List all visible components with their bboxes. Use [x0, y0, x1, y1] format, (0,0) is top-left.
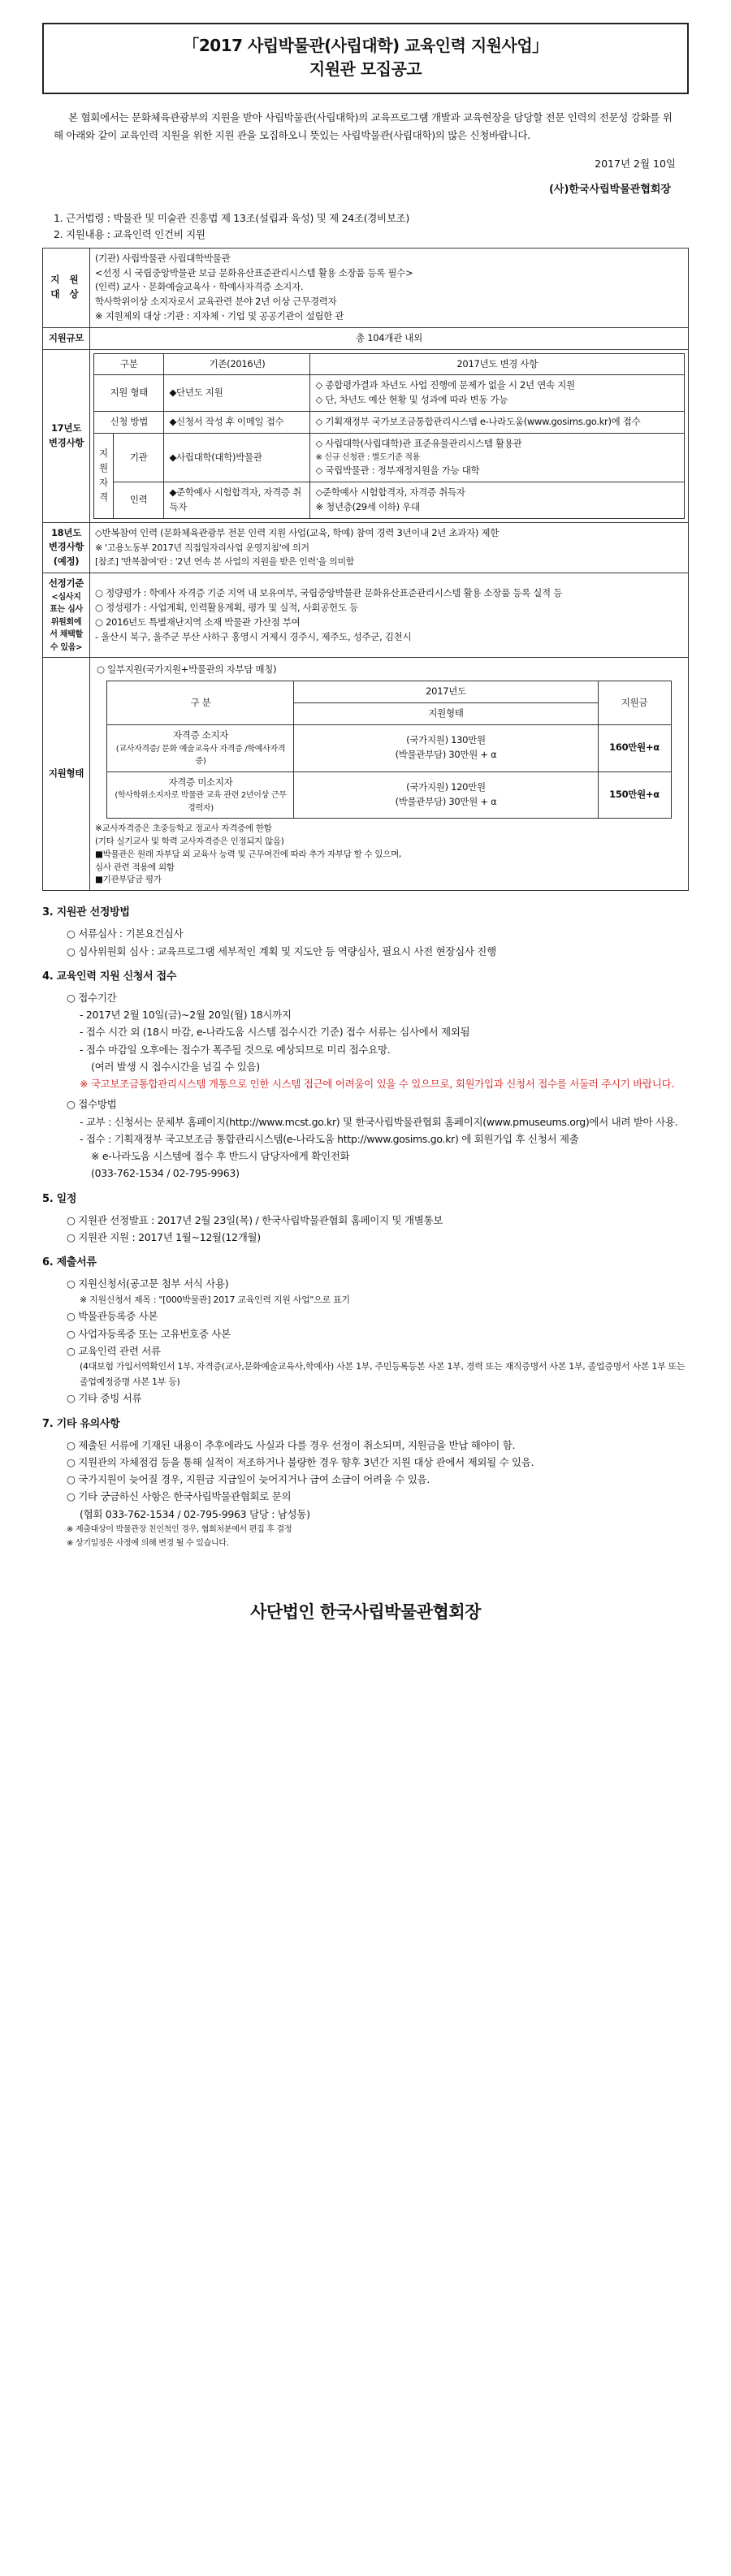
- sf-amt-1-line-1: (박물관부담) 30만원 + α: [395, 796, 497, 808]
- target-line-4: ※ 지원제외 대상 :기관 : 지자체ㆍ기업 및 공공기관이 설립한 관: [95, 310, 344, 322]
- sf-div-0: [107, 724, 294, 772]
- page-title-line-2: 지원관 모집공고: [309, 59, 422, 79]
- section-7-item-1: ○ 지원관의 자체점검 등을 통해 실적이 저조하거나 불량한 경우 향후 3년간 지원 대상 관에서 제외될 수 있음.: [67, 1455, 534, 1468]
- section-3: [42, 904, 689, 960]
- sf-amt-0-line-1: (박물관부담) 30만원 + α: [395, 749, 497, 761]
- section-6-item-4: ○ 교육인력 관련 서류: [67, 1344, 161, 1357]
- changes-new-0: [310, 375, 685, 412]
- section-4-sub1-item-3: (여러 발생 시 접수시간을 넘길 수 있음): [91, 1060, 260, 1073]
- table-row-2018-changes: [43, 522, 689, 573]
- support-form-cell: [90, 658, 689, 891]
- criteria-cell: [90, 573, 689, 658]
- support-form-subtitle: ○ 일부지원(국가지원+박물관의 자부담 매칭): [97, 663, 277, 676]
- issuing-organization: (사)한국사립박물관협회장: [548, 183, 671, 196]
- section-4-sub-1: ○ 접수기간: [67, 991, 117, 1004]
- target-line-1: <선정 시 국립중앙박물관 보급 문화유산표준관리시스템 활용 소장품 등록 필수>: [95, 266, 413, 279]
- target-line-2: (인력) 교사ㆍ문화예술교육사ㆍ학예사자격증 소지자.: [95, 281, 304, 293]
- sf-row-1: [107, 772, 671, 819]
- sf-col-subform: 지원형태: [294, 703, 598, 725]
- support-form-notes: [95, 823, 683, 887]
- changes-new-0-line-1: ◇ 단, 차년도 예산 현황 및 성과에 따라 변동 가능: [315, 394, 508, 406]
- section-4-sub2-item-3: (033-762-1534 / 02-795-9963): [91, 1167, 240, 1180]
- support-detail-table: [42, 248, 689, 891]
- section-5-heading: 5. 일정: [42, 1192, 77, 1205]
- sf-amt-0-line-0: (국가지원) 130만원: [406, 734, 486, 746]
- section-7-heading: 7. 기타 유의사항: [42, 1417, 120, 1430]
- section-5: [42, 1191, 689, 1247]
- changes-cat2-label: 지원 자격: [94, 433, 114, 518]
- changes-row-qual-person: [94, 482, 685, 519]
- target-line-0: (기관) 사립박물관 사립대학박물관: [95, 252, 231, 264]
- section-2-heading: 2. 지원내용 :: [54, 227, 110, 240]
- page-title-line-1: 「2017 사립박물관(사립대학) 교육인력 지원사업」: [183, 36, 548, 55]
- sf-note-2: ■박물관은 원래 자부담 외 교육사 능력 및 근무여건에 따라 추가 자부담 할 수 있으며,: [95, 849, 401, 859]
- section-4: [42, 968, 689, 1182]
- table-row-criteria: [43, 573, 689, 658]
- section-1: [42, 210, 689, 243]
- section-6: [42, 1254, 689, 1407]
- changes-new-3-line-1: ※ 청년층(29세 이하) 우대: [315, 500, 420, 512]
- target-cell: [90, 248, 689, 327]
- sf-total-0: 160만원+α: [598, 724, 671, 772]
- criteria-label: 선정기준: [48, 577, 84, 590]
- section-6-item-3: ○ 사업자등록증 또는 고유번호증 사본: [67, 1327, 231, 1340]
- section-7-item-4: (협회 033-762-1534 / 02-795-9963 담당 : 남성동): [80, 1507, 310, 1520]
- changes-2018-cell: [90, 522, 689, 573]
- section-6-heading: 6. 제출서류: [42, 1256, 97, 1269]
- section-4-sub2-item-0: - 교부 : 신청서는 문체부 홈페이지(http://www.mcst.go.kr) 및 한국사립박물관협회 홈페이지(www.pmuseums.org)에서 내려 받아 사용.: [80, 1115, 678, 1128]
- criteria-item-3: - 울산시 북구, 울주군 부산 사하구 홍영시 거제시 경주시, 제주도, 성주군, 김천시: [95, 630, 412, 642]
- sf-amt-0: [294, 724, 598, 772]
- changes-new-0-line-0: ◇ 종합평가결과 차년도 사업 진행에 문제가 없을 시 2년 연속 지원: [315, 379, 575, 391]
- publish-date: 2017년 2월 10일: [595, 157, 676, 170]
- sf-div-1-line-0: 자격증 미소지자: [168, 776, 233, 788]
- section-6-item-0: ○ 지원신청서(공고문 첨부 서식 사용): [67, 1277, 229, 1290]
- section-5-item-0: ○ 지원관 선정발표 : 2017년 2월 23일(목) / 한국사립박물관협회 홈페이지 및 개별통보: [67, 1213, 443, 1226]
- sf-div-1-line-1: (학사학위소지자로 박물관 교육 관련 2년이상 근무경력자): [115, 791, 287, 813]
- sf-row-0: [107, 724, 671, 772]
- sf-header-row-1: [107, 681, 671, 703]
- section-6-item-2: ○ 박물관등록증 사본: [67, 1310, 158, 1323]
- table-row-support-form: [43, 658, 689, 891]
- section-2-text: 교육인력 인건비 지원: [113, 227, 205, 240]
- changes-cat-2: 기관: [113, 433, 164, 482]
- section-7: [42, 1416, 689, 1550]
- table-row-2017-changes: [43, 349, 689, 522]
- section-7-item-6: ※ 상기일정은 사정에 의해 변경 될 수 있습니다.: [67, 1538, 229, 1548]
- sf-note-1: (기타 실기교사 및 학력 교사자격증은 인정되지 않음): [95, 836, 284, 847]
- section-4-sub2-item-1: - 접수 : 기획재정부 국고보조금 통합관리시스템(e-나라도움 http://www.gosims.go.kr) 에 회원가입 후 신청서 제출: [80, 1132, 579, 1145]
- sf-note-4: ■기관부담금 평가: [95, 875, 162, 885]
- sf-div-0-line-1: (교사자격증/ 문화 예술교육사 자격증 /학예사자격증): [115, 744, 286, 767]
- sf-col-div: 구 분: [107, 681, 294, 725]
- changes-table: [93, 353, 685, 519]
- changes-prev-3: ◆준학예사 시험합격자, 자격증 취득자: [164, 482, 310, 519]
- section-4-sub2-item-2: ※ e-나라도움 시스템에 접수 후 반드시 담당자에게 확인전화: [91, 1150, 350, 1163]
- changes-cat-0: 지원 형태: [94, 375, 164, 412]
- changes-prev-0: ◆단년도 지원: [164, 375, 310, 412]
- sf-col-year: 2017년도: [294, 681, 598, 703]
- sf-note-3: 심사 관련 적용에 외함: [95, 862, 175, 872]
- section-7-item-3: ○ 기타 궁금하신 사항은 한국사립박물관협회로 문의: [67, 1490, 292, 1503]
- sf-total-1: 150만원+α: [598, 772, 671, 819]
- changes-header-row: [94, 353, 685, 375]
- row-label-criteria: [43, 573, 90, 658]
- section-4-sub1-item-0: - 2017년 2월 10일(금)~2월 20일(월) 18시까지: [80, 1009, 292, 1022]
- sf-div-0-line-0: 자격증 소지자: [172, 728, 229, 741]
- s18-line-2: [참조] '반복참여'란 : '2년 연속 본 사업의 지원을 받은 인력'을 의미함: [95, 556, 355, 568]
- table-row-scale: [43, 327, 689, 349]
- changes-new-2-line-0: ◇ 사립대학(사립대학)관 표준유물관리시스템 활용관: [315, 437, 522, 449]
- changes-col-0: 구분: [94, 353, 164, 375]
- sf-amt-1-line-0: (국가지원) 120만원: [406, 781, 486, 793]
- section-4-sub1-item-1: - 접수 시간 외 (18시 마감, e-나라도움 시스템 접수시간 기준) 접수 서류는 심사에서 제외됨: [80, 1026, 470, 1039]
- changes-cat-1: 신청 방법: [94, 412, 164, 434]
- row-label-2018: 18년도 변경사항 (예정): [43, 522, 90, 573]
- section-7-item-2: ○ 국가지원이 늦어질 경우, 지원금 지급일이 늦어지거나 급여 소급이 어려울 수 있음.: [67, 1473, 430, 1486]
- criteria-label-note: <심사지표는 심사위원회에서 채택할 수 있음>: [50, 592, 83, 652]
- section-4-sub1-item-4: ※ 국고보조금통합관리시스템 개통으로 인한 시스템 접근에 어려움이 있을 수 있으므로, 회원가입과 신청서 접수를 서둘러 주시기 바랍니다.: [80, 1078, 675, 1091]
- s18-line-0: ◇반복참여 인력 (문화체육관광부 전문 인력 지원 사업(교육, 학예) 참여 경력 3년이내 2년 초과자) 제한: [95, 527, 500, 539]
- changes-new-2-line-1: ※ 신규 신청관 : 별도기준 적용: [315, 452, 420, 462]
- row-label-target: 지 원 대 상: [43, 248, 90, 327]
- section-7-item-5: ※ 제출대상이 박물관장 친인척인 경우, 협회처분에서 편집 후 결정: [67, 1524, 292, 1534]
- sf-col-amount: 지원금: [598, 681, 671, 725]
- section-3-item-1: ○ 심사위원회 심사 : 교육프로그램 세부적인 계획 및 지도안 등 역량심사, 필요시 사전 현장심사 진행: [67, 944, 496, 957]
- changes-row-qual-org: [94, 433, 685, 482]
- section-3-item-0: ○ 서류심사 : 기본요건심사: [67, 927, 184, 940]
- scale-value: 총 104개관 내외: [90, 327, 689, 349]
- s18-line-1: ※ '고용노동부 2017년 직접일자리사업 운영지침'에 의거: [95, 542, 309, 554]
- section-6-item-5: (4대보험 가입서역확인서 1부, 자격증(교사,문화예술교육사,학예사) 사본 1부, 주민등록등본 사본 1부, 경력 또는 재직증명서 사본 1부, 졸업증명서 사본 1부 또는 졸업예정증명 사본 1부 등): [80, 1361, 686, 1387]
- sf-amt-1: [294, 772, 598, 819]
- changes-new-2: [310, 433, 685, 482]
- intro-paragraph: 본 협회에서는 문화체육관광부의 지원을 받아 사립박물관(사립대학)의 교육프로그램 개발과 교육현장을 담당할 전문 인력의 전문성 강화를 위해 아래와 같이 교육인력 지원을 위한 지원 관을 모집하오니 뜻있는 사립박물관(사립대학)의 많은 신청바랍니다.: [54, 111, 673, 141]
- row-label-support-form: 지원형태: [43, 658, 90, 891]
- sf-div-1: [107, 772, 294, 819]
- section-4-heading: 4. 교육인력 지원 신청서 접수: [42, 970, 177, 983]
- section-3-heading: 3. 지원관 선정방법: [42, 906, 130, 919]
- changes-new-2-line-2: ◇ 국립박물관 : 정부재정지원을 가능 대학: [315, 465, 480, 477]
- row-label-2017: 17년도 변경사항: [43, 349, 90, 522]
- changes-col-1: 기존(2016년): [164, 353, 310, 375]
- section-5-item-1: ○ 지원관 지원 : 2017년 1월~12월(12개월): [67, 1230, 261, 1243]
- changes-new-3-line-0: ◇준학예사 시험합격자, 자격증 취득자: [315, 486, 465, 498]
- changes-row-support-form: [94, 375, 685, 412]
- changes-col-2: 2017년도 변경 사항: [310, 353, 685, 375]
- footer-organization: 사단법인 한국사립박물관협회장: [250, 1601, 481, 1622]
- section-4-sub1-item-2: - 접수 마감일 오후에는 접수가 폭주될 것으로 예상되므로 미리 접수요망.: [80, 1043, 391, 1056]
- section-6-item-1: ※ 지원신청서 제목 : "[000박물관] 2017 교육인력 지원 사업"으로 표기: [80, 1294, 350, 1305]
- title-box: [42, 23, 689, 94]
- criteria-item-1: ○ 정성평가 : 사업계획, 인력활용계획, 평가 및 실적, 사회공헌도 등: [95, 601, 358, 613]
- changes-row-apply-method: [94, 412, 685, 434]
- criteria-item-0: ○ 정량평가 : 학예사 자격증 기준 지역 내 보유여부, 국립중앙박물관 문화유산표준관리시스템 활용 소장품 등록 실적 등: [95, 587, 563, 599]
- changes-prev-1: ◆신청서 작성 후 이메일 접수: [164, 412, 310, 434]
- table-row-target: [43, 248, 689, 327]
- section-6-item-6: ○ 기타 증빙 서류: [67, 1392, 142, 1405]
- section-1-heading: 1. 근거법령 :: [54, 211, 110, 224]
- section-1-text: 박물관 및 미술관 진흥법 제 13조(설립과 육성) 및 제 24조(경비보조): [113, 211, 409, 224]
- changes-cell: [90, 349, 689, 522]
- changes-new-3: [310, 482, 685, 519]
- criteria-item-2: ○ 2016년도 특별재난지역 소재 박물관 가산점 부여: [95, 616, 301, 628]
- changes-prev-2: ◆사립대학(대학)박물관: [164, 433, 310, 482]
- row-label-scale: 지원규모: [43, 327, 90, 349]
- changes-new-1: ◇ 기획재정부 국가보조금통합관리시스템 e-나라도움(www.gosims.go.kr)에 접수: [310, 412, 685, 434]
- target-line-3: 학사학위이상 소지자로서 교육관련 분야 2년 이상 근무경력자: [95, 296, 337, 308]
- section-4-sub-2: ○ 접수방법: [67, 1098, 117, 1111]
- support-form-table: [106, 681, 671, 819]
- changes-cat-3: 인력: [113, 482, 164, 519]
- sf-note-0: ※교사자격증은 초중등학교 정교사 자격증에 한함: [95, 823, 272, 834]
- section-7-item-0: ○ 제출된 서류에 기재된 내용이 추후에라도 사실과 다를 경우 선정이 취소되며, 지원금을 반납 해야이 함.: [67, 1438, 516, 1451]
